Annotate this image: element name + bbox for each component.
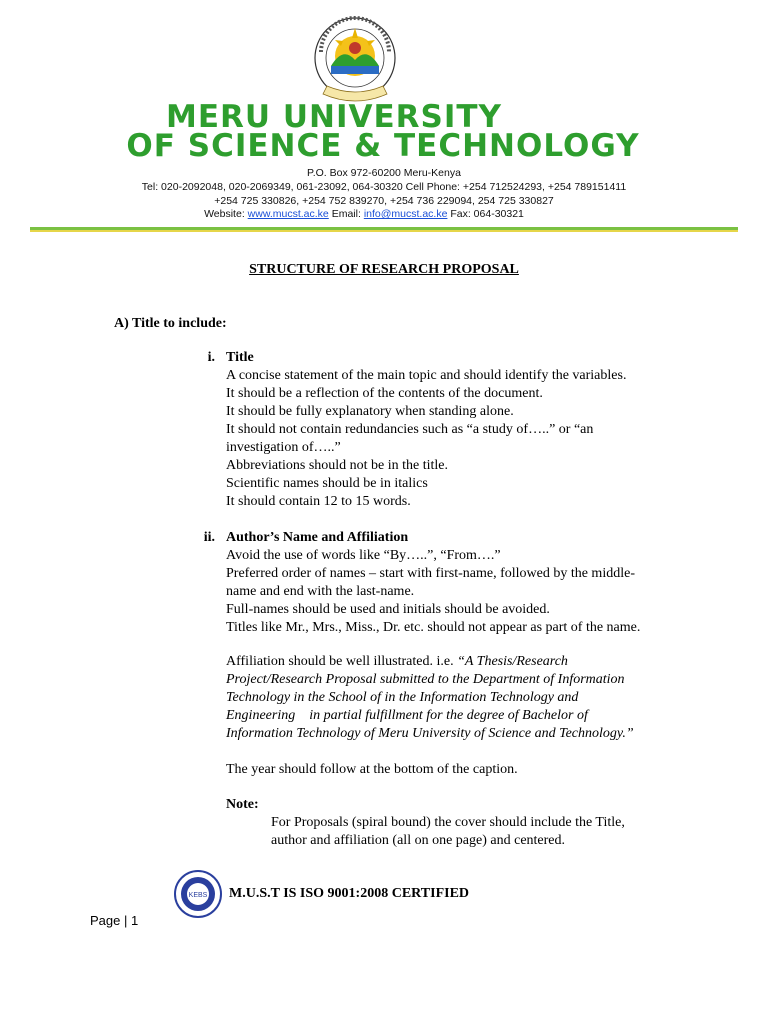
affiliation-quote: “A Thesis/Research bbox=[457, 654, 568, 669]
item-i-line: Scientific names should be in italics bbox=[226, 476, 428, 491]
note-label: Note: bbox=[226, 797, 259, 812]
item-i-line: A concise statement of the main topic and should identify the variables. bbox=[226, 368, 627, 383]
university-name-line1: MERU UNIVERSITY bbox=[165, 99, 502, 135]
postal-address: P.O. Box 972-60200 Meru-Kenya bbox=[307, 167, 461, 179]
affiliation-quote: Engineering in partial fulfillment for the degree of Bachelor of bbox=[226, 708, 588, 723]
item-i-line: It should be fully explanatory when standing alone. bbox=[226, 404, 514, 419]
item-ii-line: Titles like Mr., Mrs., Miss., Dr. etc. should not appear as part of the name. bbox=[226, 620, 641, 635]
affiliation-intro: Affiliation should be well illustrated. i.e. bbox=[226, 654, 458, 669]
affiliation-quote: Project/Research Proposal submitted to the Department of Information bbox=[226, 672, 625, 687]
item-i-number: i. bbox=[207, 350, 215, 365]
email-label: Email: bbox=[331, 208, 361, 220]
item-i-line: Abbreviations should not be in the title. bbox=[226, 458, 449, 473]
website-link[interactable]: www.mucst.ac.ke bbox=[247, 208, 329, 220]
item-ii-line: name and end with the last-name. bbox=[226, 584, 415, 599]
item-ii-line: Avoid the use of words like “By…..”, “From….” bbox=[226, 548, 501, 563]
seal-label: KEBS bbox=[188, 892, 208, 899]
document-title: STRUCTURE OF RESEARCH PROPOSAL bbox=[249, 262, 519, 277]
item-i-line: investigation of…..” bbox=[226, 440, 341, 455]
item-ii-line: Preferred order of names – start with first-name, followed by the middle- bbox=[226, 566, 635, 581]
item-i-line: It should be a reflection of the contents of the document. bbox=[226, 386, 543, 401]
section-a-heading: A) Title to include: bbox=[114, 316, 227, 331]
item-ii-number: ii. bbox=[203, 530, 215, 545]
iso-certification-text: M.U.S.T IS ISO 9001:2008 CERTIFIED bbox=[229, 886, 470, 901]
header-divider-accent bbox=[30, 230, 738, 232]
fax: Fax: 064-30321 bbox=[450, 208, 524, 220]
item-ii-line: Full-names should be used and initials should be avoided. bbox=[226, 602, 550, 617]
email-link[interactable]: info@mucst.ac.ke bbox=[363, 208, 448, 220]
phone-line-2: +254 725 330826, +254 752 839270, +254 736 229094, 254 725 330827 bbox=[214, 195, 554, 207]
university-name-line2: OF SCIENCE & TECHNOLOGY bbox=[126, 128, 640, 164]
affiliation-quote: Technology in the School of in the Information Technology and bbox=[226, 690, 579, 705]
note-line: author and affiliation (all on one page) and centered. bbox=[271, 833, 566, 848]
item-i-heading: Title bbox=[226, 350, 254, 365]
affiliation-line bbox=[226, 654, 568, 670]
item-ii-heading: Author’s Name and Affiliation bbox=[226, 530, 409, 545]
year-note: The year should follow at the bottom of the caption. bbox=[226, 762, 518, 777]
affiliation-quote: Information Technology of Meru University of Science and Technology.” bbox=[226, 726, 634, 741]
contact-line bbox=[0, 208, 748, 220]
website-label: Website: bbox=[204, 208, 245, 220]
phone-line-1: Tel: 020-2092048, 020-2069349, 061-23092, 064-30320 Cell Phone: +254 712524293, +254 789151411 bbox=[141, 181, 627, 193]
iso-certification-seal bbox=[174, 870, 222, 918]
page-number: Page | 1 bbox=[90, 913, 139, 928]
item-i-line: It should contain 12 to 15 words. bbox=[226, 494, 411, 509]
item-i-line: It should not contain redundancies such as “a study of…..” or “an bbox=[226, 422, 594, 437]
note-line: For Proposals (spiral bound) the cover should include the Title, bbox=[271, 815, 625, 830]
